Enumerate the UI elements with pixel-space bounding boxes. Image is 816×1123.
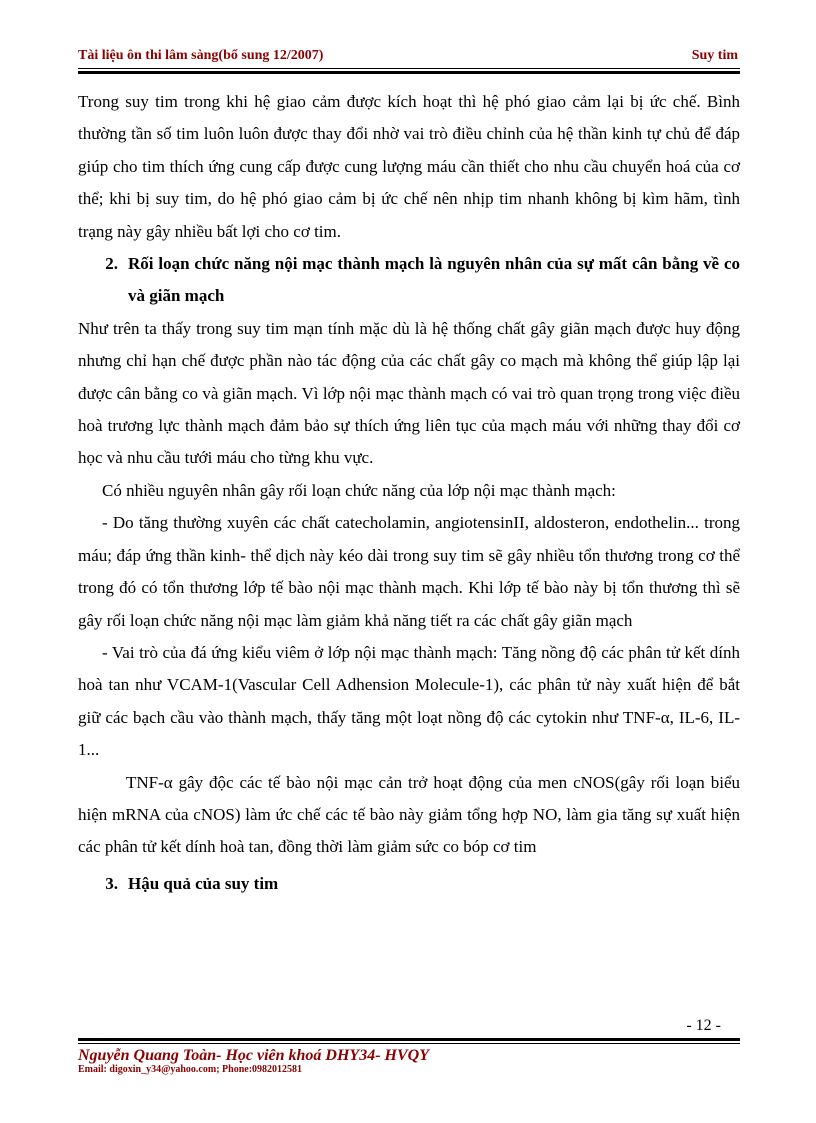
page-header	[78, 48, 738, 66]
header-rule-thick	[78, 71, 740, 74]
footer-rule-thin	[78, 1043, 740, 1044]
document-title: Tài liệu ôn thi lâm sàng(bổ sung 12/2007)	[78, 48, 324, 63]
footer-contact: Email: digoxin_y34@yahoo.com; Phone:0982012581	[78, 1064, 303, 1075]
footer-author: Nguyễn Quang Toàn- Học viên khoá DHY34- HVQY	[78, 1047, 429, 1064]
header-rule-thin	[78, 68, 740, 69]
paragraph-parasympathetic: Trong suy tim trong khi hệ giao cảm được kích hoạt thì hệ phó giao cảm lại bị ức chế. Bình thường tần số tim luôn luôn được thay đổi nhờ vai trò điều chỉnh của hệ thần kinh tự chủ để đáp giúp cho tim thích ứng cung cấp được cung lượng máu cần thiết cho nhu cầu chuyển hoá của cơ thể; khi bị suy tim, do hệ phó giao cảm bị ức chế nên nhịp tim nhanh không bị kìm hãm, tình trạng này gây nhiều bất lợi cho cơ tim.	[78, 92, 740, 241]
page-number: - 12 -	[686, 1017, 721, 1034]
list-item-catecholamin: - Do tăng thường xuyên các chất catecholamin, angiotensinII, aldosteron, endothelin... trong máu; đáp ứng thần kinh- thể dịch này kéo dài trong suy tim sẽ gây nhiều tổn thương trong cơ thể trong đó có tổn thương lớp tế bào nội mạc thành mạch. Khi lớp tế bào này bị tổn thương thì sẽ gây rối loạn chức năng nội mạc làm giảm khả năng tiết ra các chất gây giãn mạch	[78, 513, 740, 630]
section-heading-3	[78, 868, 740, 900]
paragraph-tnf-alpha: TNF-α gây độc các tế bào nội mạc cản trở hoạt động của men cNOS(gây rối loạn biểu hiện mRNA của cNOS) làm ức chế các tế bào này giảm tổng hợp NO, làm gia tăng sự xuất hiện các phân tử kết dính hoà tan, đồng thời làm giảm sức co bóp cơ tim	[78, 772, 740, 857]
document-topic: Suy tim	[691, 48, 738, 63]
section-title: Hậu quả của suy tim	[128, 873, 279, 893]
document-body	[78, 86, 740, 900]
list-item-inflammation: - Vai trò của đá ứng kiểu viêm ở lớp nội mạc thành mạch: Tăng nồng độ các phân tử kết dính hoà tan như VCAM-1(Vascular Cell Adhension Molecule-1), các phân tử này xuất hiện để bắt giữ các bạch cầu vào thành mạch, thấy tăng một loạt nồng độ các cytokin như TNF-α, IL-6, IL-1...	[78, 642, 740, 760]
footer-rule-thick	[78, 1038, 740, 1041]
section-heading-2	[78, 248, 740, 313]
paragraph-endothelium: Như trên ta thấy trong suy tim mạn tính mặc dù là hệ thống chất gây giãn mạch được huy động nhưng chỉ hạn chế được phần nào tác động của các chất gây co mạch mà không thể giúp lập lại được cân bằng co và giãn mạch. Vì lớp nội mạc thành mạch có vai trò quan trọng trong việc điều hoà trương lực thành mạch đảm bảo sự thích ứng liên tục của mạch máu với những thay đổi cơ học và nhu cầu tưới máu cho từng khu vực.	[78, 318, 740, 468]
section-title: Rối loạn chức năng nội mạc thành mạch là nguyên nhân của sự mất cân bằng về co và giãn mạch	[128, 254, 740, 306]
section-number: 3.	[105, 873, 118, 893]
section-number: 2.	[105, 254, 118, 274]
paragraph-causes-intro: Có nhiều nguyên nhân gây rối loạn chức năng của lớp nội mạc thành mạch:	[102, 480, 616, 500]
